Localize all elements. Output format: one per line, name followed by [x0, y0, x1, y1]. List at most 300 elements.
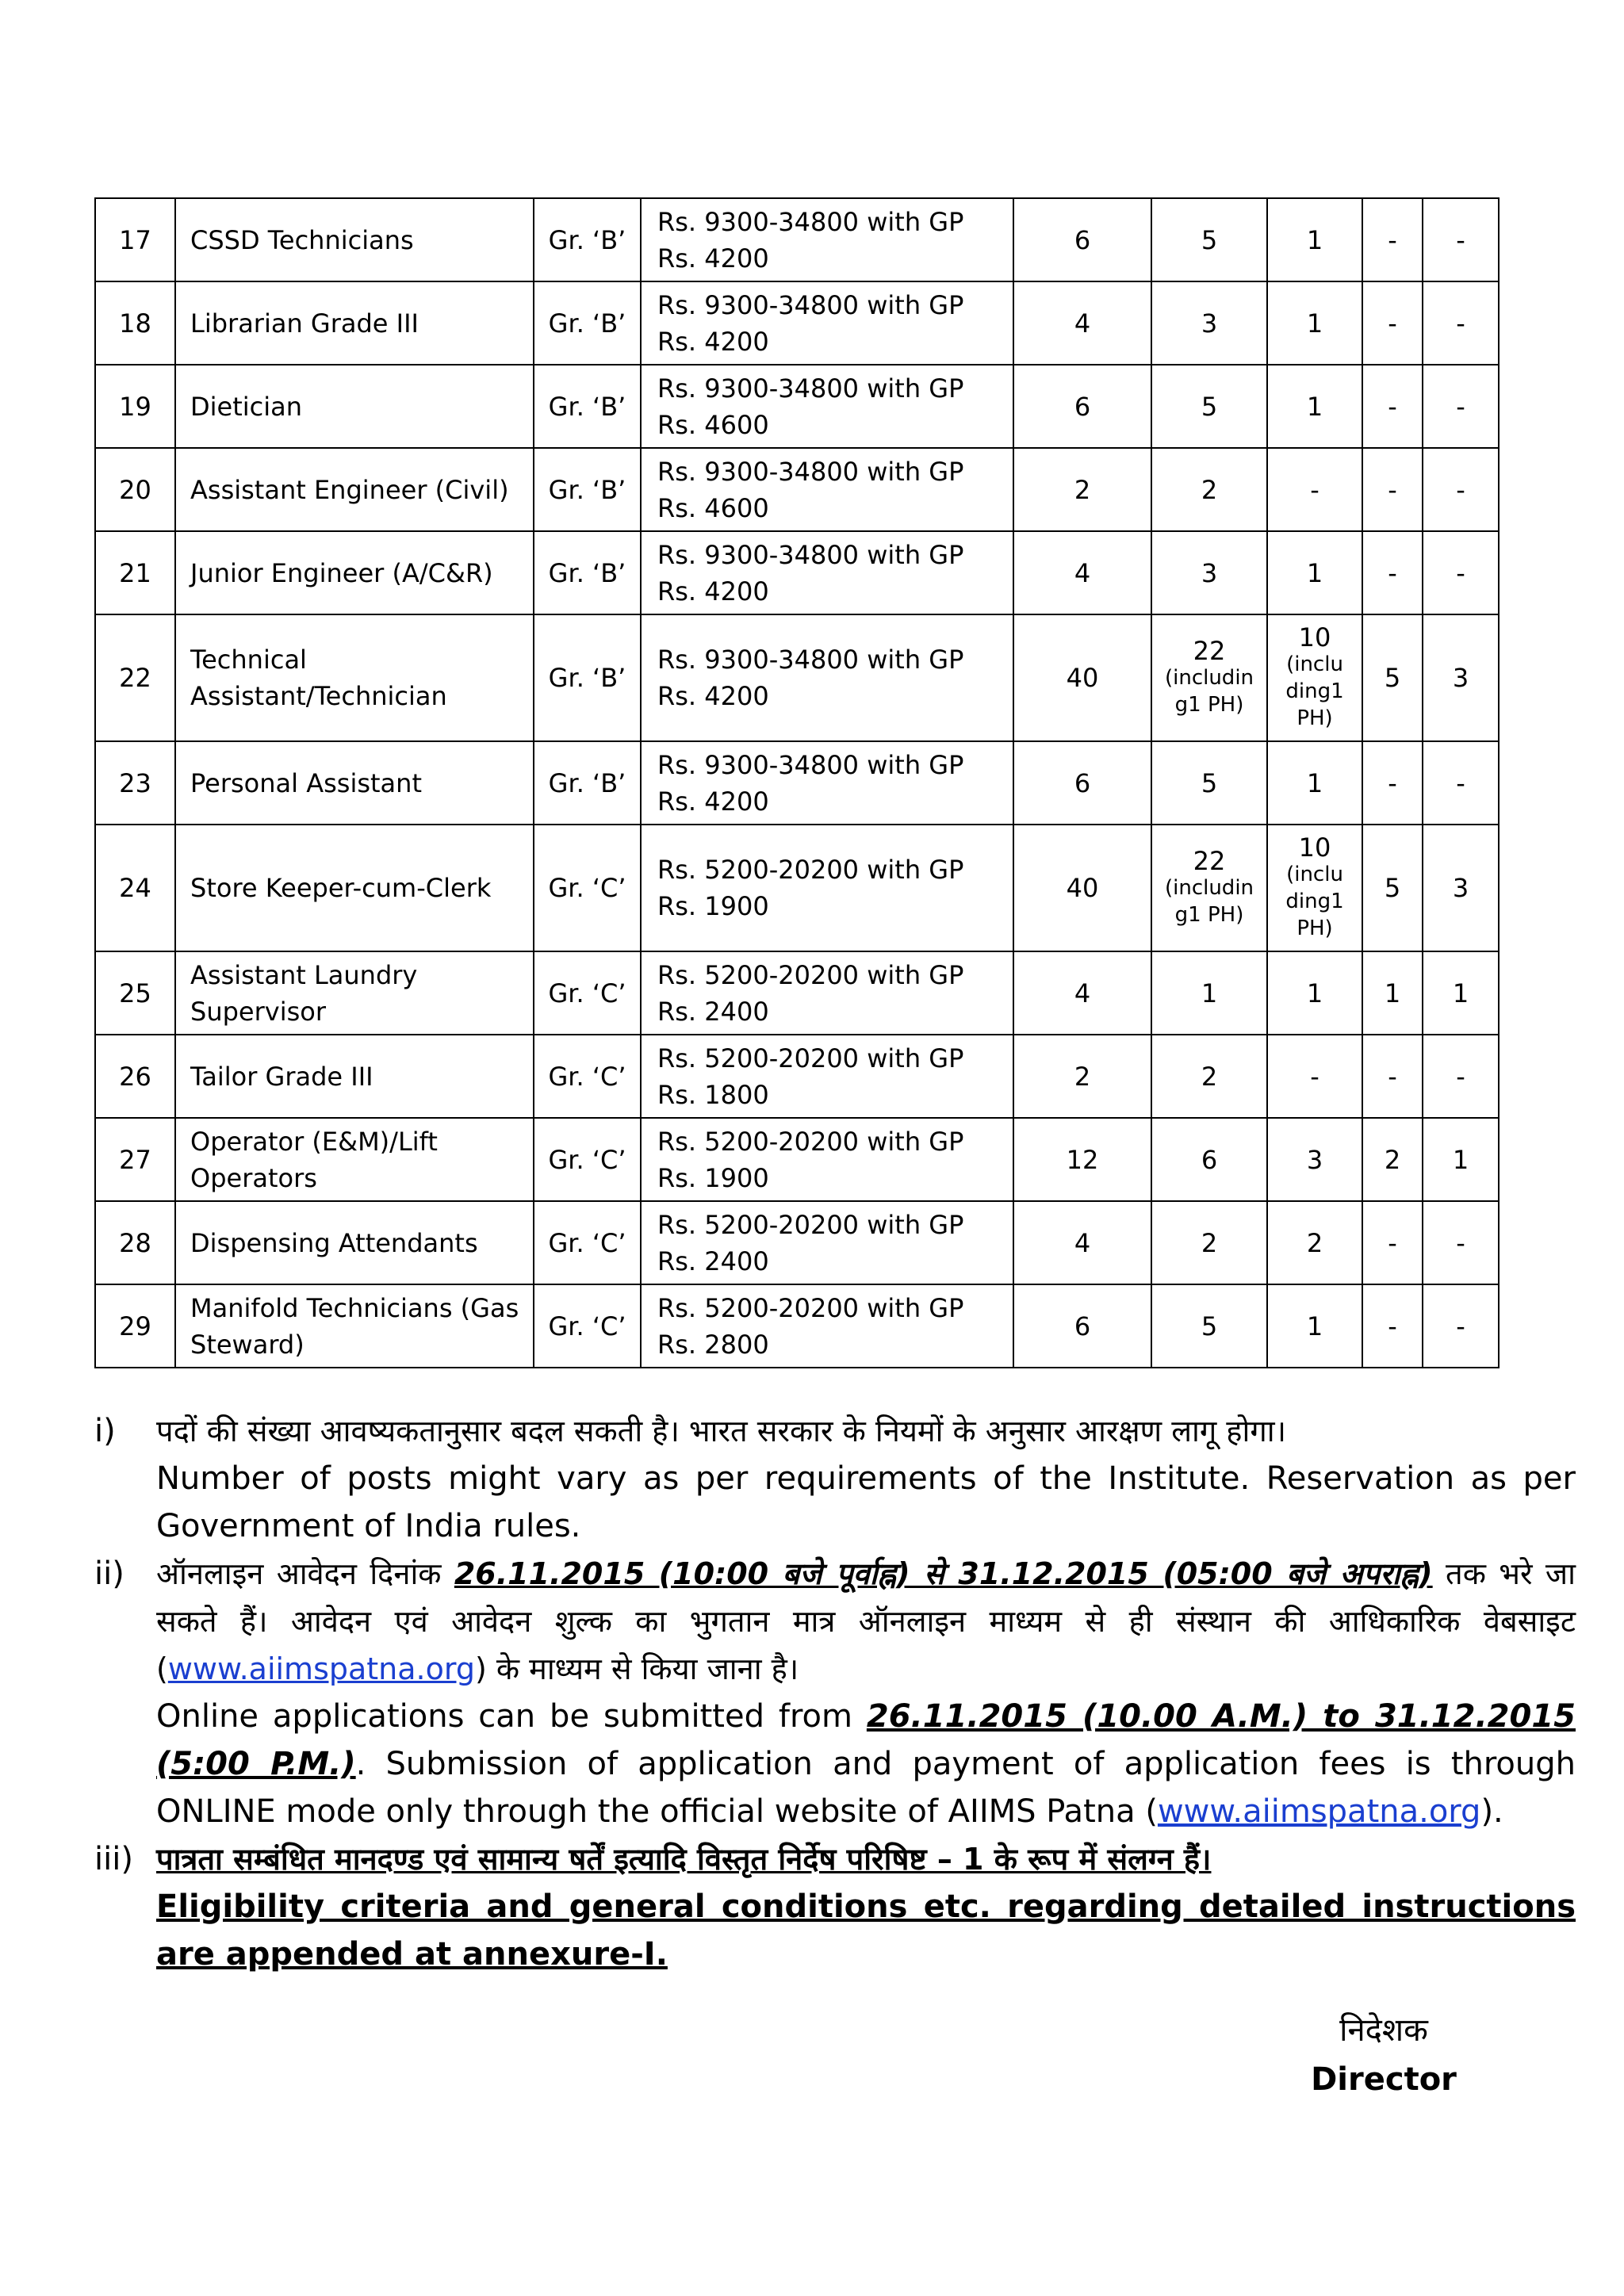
cell-text: Rs. 9300-34800 with GP — [657, 749, 964, 780]
cell-text: 29 — [119, 1311, 151, 1341]
cell-sc — [1362, 951, 1423, 1035]
cell-text: Gr. ‘B’ — [548, 767, 626, 798]
cell-text: ding1 — [1285, 890, 1344, 913]
cell-ur — [1151, 951, 1267, 1035]
cell-text: 1 — [1384, 978, 1401, 1008]
cell-sc — [1362, 448, 1423, 531]
cell-text: Dietician — [190, 391, 303, 422]
cell-text: Gr. ‘C’ — [548, 978, 626, 1008]
cell-ur — [1151, 1201, 1267, 1284]
cell-text: 40 — [1066, 663, 1099, 693]
cell-group — [534, 1118, 641, 1201]
cell-text: - — [1388, 391, 1397, 422]
cell-sno — [95, 1284, 175, 1368]
cell-group — [534, 825, 641, 951]
cell-text: Tailor Grade III — [190, 1061, 373, 1092]
cell-text: 2 — [1074, 1061, 1091, 1092]
cell-ur — [1151, 281, 1267, 365]
cell-text: 21 — [119, 557, 151, 588]
cell-sc — [1362, 1284, 1423, 1368]
cell-sno — [95, 614, 175, 741]
cell-text: Gr. ‘B’ — [548, 308, 626, 339]
cell-text: Assistant Laundry — [190, 959, 418, 990]
cell-text: Store Keeper-cum-Clerk — [190, 873, 492, 903]
table-row — [95, 1201, 1499, 1284]
cell-sc — [1362, 198, 1423, 281]
cell-st — [1423, 281, 1499, 365]
cell-text: 2 — [1074, 474, 1091, 505]
cell-text: Rs. 2400 — [657, 1246, 769, 1276]
cell-text: Manifold Technicians (Gas — [190, 1292, 519, 1323]
cell-text: - — [1310, 474, 1320, 505]
cell-text: - — [1388, 474, 1397, 505]
cell-total — [1013, 198, 1151, 281]
cell-st — [1423, 1284, 1499, 1368]
note-number: ii) — [94, 1556, 124, 1592]
cell-sc — [1362, 1201, 1423, 1284]
cell-text: 6 — [1074, 391, 1091, 422]
cell-text: 22 — [1193, 846, 1226, 876]
cell-text: Gr. ‘B’ — [548, 224, 626, 255]
cell-post-name — [175, 951, 534, 1035]
cell-text: Rs. 9300-34800 with GP — [657, 645, 964, 675]
cell-obc — [1267, 531, 1362, 614]
cell-text: ding1 — [1285, 679, 1344, 703]
cell-text: 6 — [1074, 224, 1091, 255]
cell-sno — [95, 741, 175, 825]
cell-sc — [1362, 281, 1423, 365]
cell-st — [1423, 1035, 1499, 1118]
cell-text: Operator (E&M)/Lift — [190, 1126, 438, 1157]
note-text: तक भरे जा सकते हैं। आवेदन एवं आवेदन शुल्क का भुगतान मात्र ऑनलाइन माध्यम से ही संस्थान की आधिकारिक वेबसाइट ( — [156, 1556, 1576, 1686]
cell-group — [534, 281, 641, 365]
note-iii-hindi: पात्रता सम्बंधित मानदण्ड एवं सामान्य षर्तें इत्यादि विस्तृत निर्देष परिषिष्ट – 1 के रूप में संलग्न हैं। — [156, 1842, 1212, 1877]
cell-post-name — [175, 365, 534, 448]
cell-text: 12 — [1066, 1144, 1099, 1175]
cell-text: Gr. ‘B’ — [548, 474, 626, 505]
cell-text: 1 — [1306, 978, 1323, 1008]
posts-table — [94, 197, 1500, 1368]
note-iii-english: Eligibility criteria and general conditions etc. regarding detailed instructions are appended at annexure-I. — [156, 1888, 1576, 1973]
signature-block — [1285, 2006, 1483, 2104]
cell-pay-scale — [641, 1118, 1013, 1201]
cell-text: Rs. 1800 — [657, 1079, 769, 1110]
cell-pay-scale — [641, 531, 1013, 614]
cell-sno — [95, 1201, 175, 1284]
cell-text: - — [1388, 1061, 1397, 1092]
cell-text: 5 — [1384, 663, 1401, 693]
cell-text: Rs. 2400 — [657, 996, 769, 1027]
cell-post-name — [175, 825, 534, 951]
note-i — [94, 1407, 1576, 1550]
cell-ur — [1151, 448, 1267, 531]
cell-text: - — [1388, 767, 1397, 798]
cell-sc — [1362, 741, 1423, 825]
cell-group — [534, 614, 641, 741]
cell-text: 5 — [1201, 1311, 1218, 1341]
cell-text: Assistant/Technician — [190, 681, 447, 711]
cell-text: Rs. 9300-34800 with GP — [657, 373, 964, 404]
cell-text: 4 — [1074, 308, 1091, 339]
cell-obc — [1267, 1284, 1362, 1368]
note-number: i) — [94, 1413, 116, 1449]
cell-st — [1423, 198, 1499, 281]
cell-obc — [1267, 825, 1362, 951]
cell-group — [534, 365, 641, 448]
cell-text: - — [1456, 474, 1465, 505]
cell-ur — [1151, 614, 1267, 741]
cell-text: g1 PH) — [1174, 903, 1244, 927]
cell-post-name — [175, 281, 534, 365]
cell-pay-scale — [641, 1035, 1013, 1118]
cell-st — [1423, 365, 1499, 448]
cell-text: - — [1456, 1311, 1465, 1341]
cell-text: 2 — [1201, 1227, 1218, 1258]
cell-pay-scale — [641, 281, 1013, 365]
cell-pay-scale — [641, 951, 1013, 1035]
cell-st — [1423, 951, 1499, 1035]
cell-post-name — [175, 1284, 534, 1368]
cell-total — [1013, 1284, 1151, 1368]
cell-st — [1423, 1201, 1499, 1284]
cell-text: 4 — [1074, 557, 1091, 588]
cell-total — [1013, 281, 1151, 365]
cell-pay-scale — [641, 825, 1013, 951]
cell-text: 23 — [119, 767, 151, 798]
cell-text: 24 — [119, 873, 151, 903]
cell-text: Assistant Engineer (Civil) — [190, 474, 509, 505]
cell-text: Rs. 9300-34800 with GP — [657, 289, 964, 320]
cell-text: Rs. 4200 — [657, 243, 769, 274]
cell-text: Steward) — [190, 1329, 304, 1360]
cell-text: 3 — [1201, 308, 1218, 339]
cell-text: Gr. ‘C’ — [548, 873, 626, 903]
cell-text: 18 — [119, 308, 151, 339]
cell-text: 1 — [1452, 978, 1469, 1008]
cell-obc — [1267, 741, 1362, 825]
cell-text: - — [1310, 1061, 1320, 1092]
cell-total — [1013, 825, 1151, 951]
website-link-english[interactable]: www.aiimspatna.org — [1157, 1793, 1481, 1830]
cell-total — [1013, 1035, 1151, 1118]
cell-obc — [1267, 1201, 1362, 1284]
cell-obc — [1267, 198, 1362, 281]
cell-group — [534, 448, 641, 531]
cell-text: 2 — [1306, 1227, 1323, 1258]
cell-text: 28 — [119, 1227, 151, 1258]
cell-text: Rs. 5200-20200 with GP — [657, 855, 964, 885]
cell-text: Rs. 5200-20200 with GP — [657, 1292, 964, 1323]
cell-text: - — [1388, 1311, 1397, 1341]
cell-text: (includin — [1164, 876, 1254, 900]
cell-text: CSSD Technicians — [190, 224, 414, 255]
cell-text: 1 — [1306, 391, 1323, 422]
cell-st — [1423, 741, 1499, 825]
cell-text: 5 — [1201, 391, 1218, 422]
cell-text: Rs. 5200-20200 with GP — [657, 1043, 964, 1073]
cell-st — [1423, 825, 1499, 951]
note-text: . Submission of application and payment of application fees is through ONLINE mode only through the official website of AIIMS Patna ( — [156, 1746, 1576, 1830]
cell-text: Operators — [190, 1162, 317, 1193]
cell-text: Rs. 4600 — [657, 409, 769, 440]
cell-text: - — [1456, 767, 1465, 798]
cell-text: 6 — [1201, 1144, 1218, 1175]
cell-sc — [1362, 1118, 1423, 1201]
cell-ur — [1151, 198, 1267, 281]
cell-text: Rs. 1900 — [657, 1162, 769, 1193]
cell-text: 25 — [119, 978, 151, 1008]
cell-post-name — [175, 448, 534, 531]
cell-text: 2 — [1201, 474, 1218, 505]
table-row — [95, 281, 1499, 365]
cell-obc — [1267, 951, 1362, 1035]
cell-sno — [95, 281, 175, 365]
note-ii-english — [156, 1693, 1576, 1835]
cell-text: - — [1456, 391, 1465, 422]
cell-text: Gr. ‘B’ — [548, 557, 626, 588]
cell-st — [1423, 614, 1499, 741]
cell-text: (includin — [1164, 666, 1254, 690]
cell-text: - — [1388, 557, 1397, 588]
cell-obc — [1267, 448, 1362, 531]
cell-text: Rs. 5200-20200 with GP — [657, 959, 964, 990]
cell-sno — [95, 951, 175, 1035]
cell-post-name — [175, 741, 534, 825]
cell-post-name — [175, 614, 534, 741]
cell-st — [1423, 531, 1499, 614]
cell-post-name — [175, 198, 534, 281]
cell-text: 20 — [119, 474, 151, 505]
cell-text: Rs. 4200 — [657, 326, 769, 357]
cell-text: 19 — [119, 391, 151, 422]
cell-total — [1013, 448, 1151, 531]
cell-ur — [1151, 741, 1267, 825]
cell-text: - — [1456, 224, 1465, 255]
table-row — [95, 951, 1499, 1035]
cell-post-name — [175, 1035, 534, 1118]
cell-sno — [95, 365, 175, 448]
signature-hindi: निदेशक — [1339, 2012, 1428, 2049]
cell-group — [534, 1201, 641, 1284]
cell-ur — [1151, 531, 1267, 614]
cell-post-name — [175, 1118, 534, 1201]
cell-text: 3 — [1201, 557, 1218, 588]
cell-text: 1 — [1306, 224, 1323, 255]
cell-total — [1013, 951, 1151, 1035]
cell-text: - — [1456, 308, 1465, 339]
cell-sno — [95, 198, 175, 281]
cell-sno — [95, 448, 175, 531]
table-row — [95, 198, 1499, 281]
cell-text: Rs. 9300-34800 with GP — [657, 539, 964, 570]
cell-text: 5 — [1384, 873, 1401, 903]
hindi-dates: 26.11.2015 (10:00 बजे पूर्वाह्न) से 31.12.2015 (05:00 बजे अपराह्न) — [454, 1556, 1433, 1591]
cell-sno — [95, 531, 175, 614]
cell-text: 6 — [1074, 767, 1091, 798]
cell-text: 3 — [1452, 873, 1469, 903]
cell-sno — [95, 1118, 175, 1201]
cell-sno — [95, 1035, 175, 1118]
table-row — [95, 365, 1499, 448]
cell-obc — [1267, 1035, 1362, 1118]
cell-text: (inclu — [1286, 652, 1343, 676]
cell-text: Rs. 4200 — [657, 576, 769, 607]
cell-text: 1 — [1306, 308, 1323, 339]
cell-text: Gr. ‘C’ — [548, 1227, 626, 1258]
cell-ur — [1151, 365, 1267, 448]
cell-total — [1013, 531, 1151, 614]
cell-text: 17 — [119, 224, 151, 255]
cell-obc — [1267, 1118, 1362, 1201]
cell-obc — [1267, 281, 1362, 365]
cell-sno — [95, 825, 175, 951]
table-row — [95, 531, 1499, 614]
cell-text: 5 — [1201, 767, 1218, 798]
cell-text: 4 — [1074, 1227, 1091, 1258]
cell-post-name — [175, 1201, 534, 1284]
table-row — [95, 448, 1499, 531]
cell-group — [534, 741, 641, 825]
note-iii — [94, 1835, 1576, 1978]
cell-total — [1013, 1201, 1151, 1284]
cell-text: 1 — [1201, 978, 1218, 1008]
note-text: ). — [1480, 1793, 1503, 1830]
note-text: Online applications can be submitted from — [156, 1698, 867, 1735]
cell-text: Rs. 4200 — [657, 786, 769, 817]
website-link-hindi[interactable]: www.aiimspatna.org — [167, 1651, 475, 1686]
cell-text: 26 — [119, 1061, 151, 1092]
cell-text: 3 — [1452, 663, 1469, 693]
cell-text: Rs. 2800 — [657, 1329, 769, 1360]
cell-st — [1423, 448, 1499, 531]
cell-text: Gr. ‘B’ — [548, 663, 626, 693]
cell-text: Rs. 4200 — [657, 681, 769, 711]
cell-text: PH) — [1297, 916, 1333, 940]
cell-text: - — [1388, 1227, 1397, 1258]
cell-text: Personal Assistant — [190, 767, 422, 798]
note-number: iii) — [94, 1841, 133, 1877]
cell-text: 1 — [1306, 557, 1323, 588]
cell-text: g1 PH) — [1174, 693, 1244, 717]
cell-text: 10 — [1298, 832, 1331, 863]
cell-pay-scale — [641, 1201, 1013, 1284]
cell-text: Gr. ‘C’ — [548, 1061, 626, 1092]
cell-sc — [1362, 365, 1423, 448]
cell-text: 40 — [1066, 873, 1099, 903]
cell-total — [1013, 365, 1151, 448]
cell-post-name — [175, 531, 534, 614]
cell-pay-scale — [641, 1284, 1013, 1368]
cell-sc — [1362, 614, 1423, 741]
cell-text: Rs. 9300-34800 with GP — [657, 456, 964, 487]
cell-text: 27 — [119, 1144, 151, 1175]
cell-group — [534, 1284, 641, 1368]
cell-text: - — [1388, 224, 1397, 255]
cell-pay-scale — [641, 198, 1013, 281]
cell-text: Librarian Grade III — [190, 308, 419, 339]
cell-pay-scale — [641, 365, 1013, 448]
table-row — [95, 825, 1499, 951]
note-ii-hindi — [156, 1550, 1576, 1693]
cell-text: PH) — [1297, 706, 1333, 730]
cell-text: 1 — [1306, 1311, 1323, 1341]
cell-text: - — [1456, 1061, 1465, 1092]
cell-total — [1013, 741, 1151, 825]
cell-text: Junior Engineer (A/C&R) — [190, 557, 493, 588]
cell-text: Gr. ‘B’ — [548, 391, 626, 422]
cell-text: - — [1388, 308, 1397, 339]
cell-group — [534, 951, 641, 1035]
cell-total — [1013, 1118, 1151, 1201]
cell-text: Rs. 4600 — [657, 492, 769, 523]
cell-text: Supervisor — [190, 996, 326, 1027]
cell-obc — [1267, 365, 1362, 448]
cell-text: Rs. 5200-20200 with GP — [657, 1126, 964, 1157]
notes-section — [94, 1407, 1576, 1978]
cell-group — [534, 198, 641, 281]
cell-text: 2 — [1384, 1144, 1401, 1175]
table-row — [95, 1118, 1499, 1201]
cell-pay-scale — [641, 614, 1013, 741]
cell-text: 6 — [1074, 1311, 1091, 1341]
cell-total — [1013, 614, 1151, 741]
cell-text: Rs. 5200-20200 with GP — [657, 1209, 964, 1240]
cell-ur — [1151, 1035, 1267, 1118]
cell-obc — [1267, 614, 1362, 741]
note-text: ) के माध्यम से किया जाना है। — [474, 1651, 799, 1686]
cell-text: 3 — [1306, 1144, 1323, 1175]
cell-text: 1 — [1452, 1144, 1469, 1175]
table-row — [95, 1284, 1499, 1368]
cell-st — [1423, 1118, 1499, 1201]
cell-pay-scale — [641, 448, 1013, 531]
note-i-hindi: पदों की संख्या आवष्यकतानुसार बदल सकती है। भारत सरकार के नियमों के अनुसार आरक्षण लागू होगा। — [156, 1414, 1286, 1448]
cell-text: 5 — [1201, 224, 1218, 255]
cell-text: 4 — [1074, 978, 1091, 1008]
cell-pay-scale — [641, 741, 1013, 825]
cell-text: (inclu — [1286, 863, 1343, 886]
cell-group — [534, 1035, 641, 1118]
table-row — [95, 614, 1499, 741]
signature-english: Director — [1311, 2061, 1457, 2098]
cell-text: 10 — [1298, 622, 1331, 652]
cell-text: - — [1456, 557, 1465, 588]
note-i-english: Number of posts might vary as per requirements of the Institute. Reservation as per Government of India rules. — [156, 1460, 1576, 1544]
cell-text: 22 — [1193, 636, 1226, 666]
cell-text: - — [1456, 1227, 1465, 1258]
cell-text: Gr. ‘C’ — [548, 1144, 626, 1175]
note-text: ऑनलाइन आवेदन दिनांक — [156, 1556, 454, 1591]
cell-text: Technical — [190, 645, 307, 675]
cell-text: Dispensing Attendants — [190, 1227, 478, 1258]
cell-text: Rs. 1900 — [657, 891, 769, 921]
cell-sc — [1362, 1035, 1423, 1118]
cell-sc — [1362, 825, 1423, 951]
english-dates: 26.11.2015 (10.00 A.M.) to 31.12.2015 (5:00 P.M.) — [156, 1698, 1576, 1782]
cell-text: Gr. ‘C’ — [548, 1311, 626, 1341]
table-row — [95, 741, 1499, 825]
note-ii — [94, 1550, 1576, 1835]
table-row — [95, 1035, 1499, 1118]
cell-text: 1 — [1306, 767, 1323, 798]
cell-ur — [1151, 825, 1267, 951]
cell-ur — [1151, 1118, 1267, 1201]
cell-text: 2 — [1201, 1061, 1218, 1092]
cell-text: 22 — [119, 663, 151, 693]
cell-sc — [1362, 531, 1423, 614]
cell-text: Rs. 9300-34800 with GP — [657, 206, 964, 237]
cell-ur — [1151, 1284, 1267, 1368]
